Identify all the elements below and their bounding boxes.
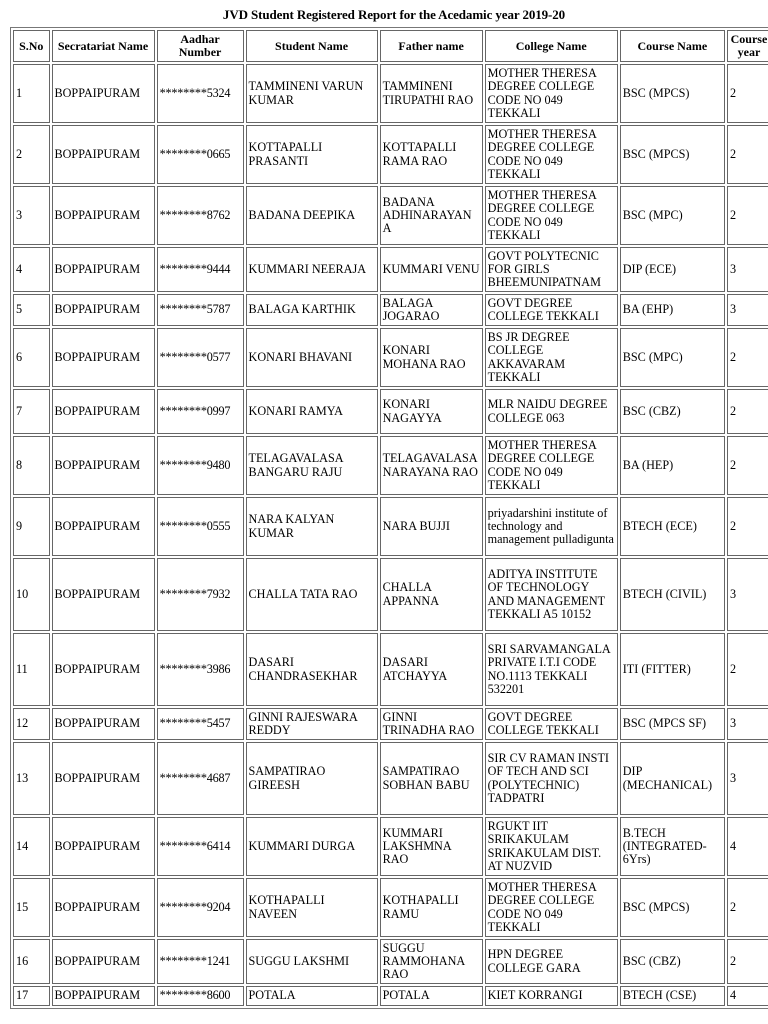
cell-aadhar-number: ********5457 (157, 708, 244, 740)
cell-course-name: BSC (MPC) (620, 186, 725, 245)
table-row (13, 708, 768, 740)
cell-aadhar-number: ********0997 (157, 389, 244, 434)
cell-sno: 8 (13, 436, 50, 495)
cell-father-name: KUMMARI VENU (380, 247, 483, 292)
header-aadhar-number: Aadhar Number (157, 30, 244, 62)
cell-student-name: KOTTAPALLI PRASANTI (246, 125, 378, 184)
cell-student-name: TELAGAVALASA BANGARU RAJU (246, 436, 378, 495)
cell-course-year: 2 (727, 633, 768, 706)
cell-secretariat-name: BOPPAIPURAM (52, 64, 155, 123)
table-row (13, 186, 768, 245)
cell-student-name: SAMPATIRAO GIREESH (246, 742, 378, 815)
cell-college-name: RGUKT IIT SRIKAKULAM SRIKAKULAM DIST. AT NUZVID (485, 817, 618, 876)
cell-student-name: CHALLA TATA RAO (246, 558, 378, 631)
cell-aadhar-number: ********8762 (157, 186, 244, 245)
cell-course-name: BTECH (CSE) (620, 986, 725, 1006)
cell-course-name: BSC (MPCS SF) (620, 708, 725, 740)
cell-aadhar-number: ********5787 (157, 294, 244, 326)
cell-college-name: GOVT POLYTECNIC FOR GIRLS BHEEMUNIPATNAM (485, 247, 618, 292)
table-row (13, 558, 768, 631)
cell-father-name: POTALA (380, 986, 483, 1006)
header-course-name: Course Name (620, 30, 725, 62)
cell-aadhar-number: ********9204 (157, 878, 244, 937)
cell-course-name: BSC (CBZ) (620, 389, 725, 434)
cell-college-name: GOVT DEGREE COLLEGE TEKKALI (485, 294, 618, 326)
cell-aadhar-number: ********4687 (157, 742, 244, 815)
cell-secretariat-name: BOPPAIPURAM (52, 247, 155, 292)
cell-course-year: 2 (727, 939, 768, 984)
cell-course-year: 3 (727, 294, 768, 326)
cell-father-name: KONARI MOHANA RAO (380, 328, 483, 387)
table-row (13, 497, 768, 556)
cell-father-name: KONARI NAGAYYA (380, 389, 483, 434)
table-header (13, 30, 768, 62)
cell-secretariat-name: BOPPAIPURAM (52, 328, 155, 387)
cell-college-name: GOVT DEGREE COLLEGE TEKKALI (485, 708, 618, 740)
cell-aadhar-number: ********6414 (157, 817, 244, 876)
cell-sno: 15 (13, 878, 50, 937)
cell-sno: 1 (13, 64, 50, 123)
cell-course-name: BSC (MPC) (620, 328, 725, 387)
cell-aadhar-number: ********7932 (157, 558, 244, 631)
cell-secretariat-name: BOPPAIPURAM (52, 436, 155, 495)
cell-secretariat-name: BOPPAIPURAM (52, 558, 155, 631)
cell-course-year: 3 (727, 558, 768, 631)
cell-sno: 7 (13, 389, 50, 434)
table-body (13, 64, 768, 1006)
cell-course-year: 3 (727, 247, 768, 292)
cell-student-name: KUMMARI DURGA (246, 817, 378, 876)
cell-student-name: POTALA (246, 986, 378, 1006)
table-row (13, 986, 768, 1006)
cell-student-name: KOTHAPALLI NAVEEN (246, 878, 378, 937)
header-course-year: Course year (727, 30, 768, 62)
cell-course-year: 2 (727, 328, 768, 387)
cell-secretariat-name: BOPPAIPURAM (52, 294, 155, 326)
cell-sno: 11 (13, 633, 50, 706)
cell-sno: 6 (13, 328, 50, 387)
cell-secretariat-name: BOPPAIPURAM (52, 939, 155, 984)
table-row (13, 742, 768, 815)
header-row (13, 30, 768, 62)
cell-course-year: 2 (727, 436, 768, 495)
cell-secretariat-name: BOPPAIPURAM (52, 817, 155, 876)
cell-secretariat-name: BOPPAIPURAM (52, 878, 155, 937)
cell-sno: 16 (13, 939, 50, 984)
table-row (13, 939, 768, 984)
cell-college-name: MOTHER THERESA DEGREE COLLEGE CODE NO 049 TEKKALI (485, 64, 618, 123)
cell-course-year: 3 (727, 708, 768, 740)
cell-course-name: BA (EHP) (620, 294, 725, 326)
table-row (13, 817, 768, 876)
table-row (13, 247, 768, 292)
cell-sno: 12 (13, 708, 50, 740)
cell-father-name: TAMMINENI TIRUPATHI RAO (380, 64, 483, 123)
cell-course-year: 3 (727, 742, 768, 815)
cell-college-name: BS JR DEGREE COLLEGE AKKAVARAM TEKKALI (485, 328, 618, 387)
cell-father-name: GINNI TRINADHA RAO (380, 708, 483, 740)
student-report-table (10, 27, 768, 1009)
cell-aadhar-number: ********3986 (157, 633, 244, 706)
cell-aadhar-number: ********0665 (157, 125, 244, 184)
cell-sno: 17 (13, 986, 50, 1006)
cell-course-year: 2 (727, 186, 768, 245)
cell-course-year: 4 (727, 986, 768, 1006)
cell-college-name: priyadarshini institute of technology and management pulladigunta (485, 497, 618, 556)
table-row (13, 436, 768, 495)
cell-aadhar-number: ********1241 (157, 939, 244, 984)
cell-course-name: BA (HEP) (620, 436, 725, 495)
cell-student-name: BALAGA KARTHIK (246, 294, 378, 326)
cell-course-name: BTECH (ECE) (620, 497, 725, 556)
cell-course-name: DIP (ECE) (620, 247, 725, 292)
cell-course-name: B.TECH (INTEGRATED-6Yrs) (620, 817, 725, 876)
cell-sno: 14 (13, 817, 50, 876)
cell-college-name: MLR NAIDU DEGREE COLLEGE 063 (485, 389, 618, 434)
header-secretariat-name: Secratariat Name (52, 30, 155, 62)
cell-sno: 9 (13, 497, 50, 556)
cell-father-name: SAMPATIRAO SOBHAN BABU (380, 742, 483, 815)
cell-secretariat-name: BOPPAIPURAM (52, 742, 155, 815)
cell-aadhar-number: ********8600 (157, 986, 244, 1006)
cell-college-name: MOTHER THERESA DEGREE COLLEGE CODE NO 049 TEKKALI (485, 186, 618, 245)
table-row (13, 389, 768, 434)
cell-student-name: SUGGU LAKSHMI (246, 939, 378, 984)
cell-sno: 4 (13, 247, 50, 292)
cell-father-name: NARA BUJJI (380, 497, 483, 556)
cell-aadhar-number: ********9444 (157, 247, 244, 292)
cell-father-name: SUGGU RAMMOHANA RAO (380, 939, 483, 984)
cell-father-name: BALAGA JOGARAO (380, 294, 483, 326)
cell-secretariat-name: BOPPAIPURAM (52, 125, 155, 184)
cell-aadhar-number: ********0555 (157, 497, 244, 556)
cell-father-name: CHALLA APPANNA (380, 558, 483, 631)
cell-aadhar-number: ********0577 (157, 328, 244, 387)
table-row (13, 633, 768, 706)
cell-aadhar-number: ********9480 (157, 436, 244, 495)
cell-student-name: DASARI CHANDRASEKHAR (246, 633, 378, 706)
cell-secretariat-name: BOPPAIPURAM (52, 633, 155, 706)
cell-sno: 13 (13, 742, 50, 815)
cell-college-name: MOTHER THERESA DEGREE COLLEGE CODE NO 049 TEKKALI (485, 436, 618, 495)
header-college-name: College Name (485, 30, 618, 62)
cell-secretariat-name: BOPPAIPURAM (52, 389, 155, 434)
cell-college-name: MOTHER THERESA DEGREE COLLEGE CODE NO 049 TEKKALI (485, 878, 618, 937)
cell-course-name: BTECH (CIVIL) (620, 558, 725, 631)
cell-course-name: BSC (CBZ) (620, 939, 725, 984)
header-sno: S.No (13, 30, 50, 62)
cell-course-name: BSC (MPCS) (620, 64, 725, 123)
cell-course-year: 2 (727, 64, 768, 123)
cell-course-name: DIP (MECHANICAL) (620, 742, 725, 815)
cell-course-year: 4 (727, 817, 768, 876)
cell-college-name: ADITYA INSTITUTE OF TECHNOLOGY AND MANAGEMENT TEKKALI A5 10152 (485, 558, 618, 631)
cell-father-name: KOTTAPALLI RAMA RAO (380, 125, 483, 184)
cell-college-name: KIET KORRANGI (485, 986, 618, 1006)
cell-student-name: TAMMINENI VARUN KUMAR (246, 64, 378, 123)
cell-college-name: SRI SARVAMANGALA PRIVATE I.T.I CODE NO.1113 TEKKALI 532201 (485, 633, 618, 706)
cell-secretariat-name: BOPPAIPURAM (52, 497, 155, 556)
table-row (13, 328, 768, 387)
cell-course-year: 2 (727, 389, 768, 434)
header-father-name: Father name (380, 30, 483, 62)
table-row (13, 878, 768, 937)
cell-college-name: SIR CV RAMAN INSTI OF TECH AND SCI (POLYTECHNIC) TADPATRI (485, 742, 618, 815)
cell-student-name: KUMMARI NEERAJA (246, 247, 378, 292)
cell-secretariat-name: BOPPAIPURAM (52, 986, 155, 1006)
header-student-name: Student Name (246, 30, 378, 62)
table-row (13, 294, 768, 326)
cell-aadhar-number: ********5324 (157, 64, 244, 123)
cell-course-year: 2 (727, 125, 768, 184)
page-title: JVD Student Registered Report for the Acedamic year 2019-20 (222, 7, 566, 22)
cell-sno: 2 (13, 125, 50, 184)
table-row (13, 125, 768, 184)
cell-sno: 5 (13, 294, 50, 326)
cell-secretariat-name: BOPPAIPURAM (52, 708, 155, 740)
cell-father-name: KOTHAPALLI RAMU (380, 878, 483, 937)
cell-student-name: NARA KALYAN KUMAR (246, 497, 378, 556)
cell-course-name: BSC (MPCS) (620, 878, 725, 937)
cell-course-name: BSC (MPCS) (620, 125, 725, 184)
cell-student-name: BADANA DEEPIKA (246, 186, 378, 245)
cell-student-name: GINNI RAJESWARA REDDY (246, 708, 378, 740)
cell-father-name: KUMMARI LAKSHMNA RAO (380, 817, 483, 876)
cell-father-name: BADANA ADHINARAYANA (380, 186, 483, 245)
cell-secretariat-name: BOPPAIPURAM (52, 186, 155, 245)
cell-student-name: KONARI RAMYA (246, 389, 378, 434)
cell-sno: 3 (13, 186, 50, 245)
cell-student-name: KONARI BHAVANI (246, 328, 378, 387)
table-row (13, 64, 768, 123)
cell-father-name: TELAGAVALASA NARAYANA RAO (380, 436, 483, 495)
cell-college-name: MOTHER THERESA DEGREE COLLEGE CODE NO 049 TEKKALI (485, 125, 618, 184)
cell-course-year: 2 (727, 878, 768, 937)
cell-sno: 10 (13, 558, 50, 631)
cell-father-name: DASARI ATCHAYYA (380, 633, 483, 706)
cell-course-year: 2 (727, 497, 768, 556)
cell-course-name: ITI (FITTER) (620, 633, 725, 706)
cell-college-name: HPN DEGREE COLLEGE GARA (485, 939, 618, 984)
